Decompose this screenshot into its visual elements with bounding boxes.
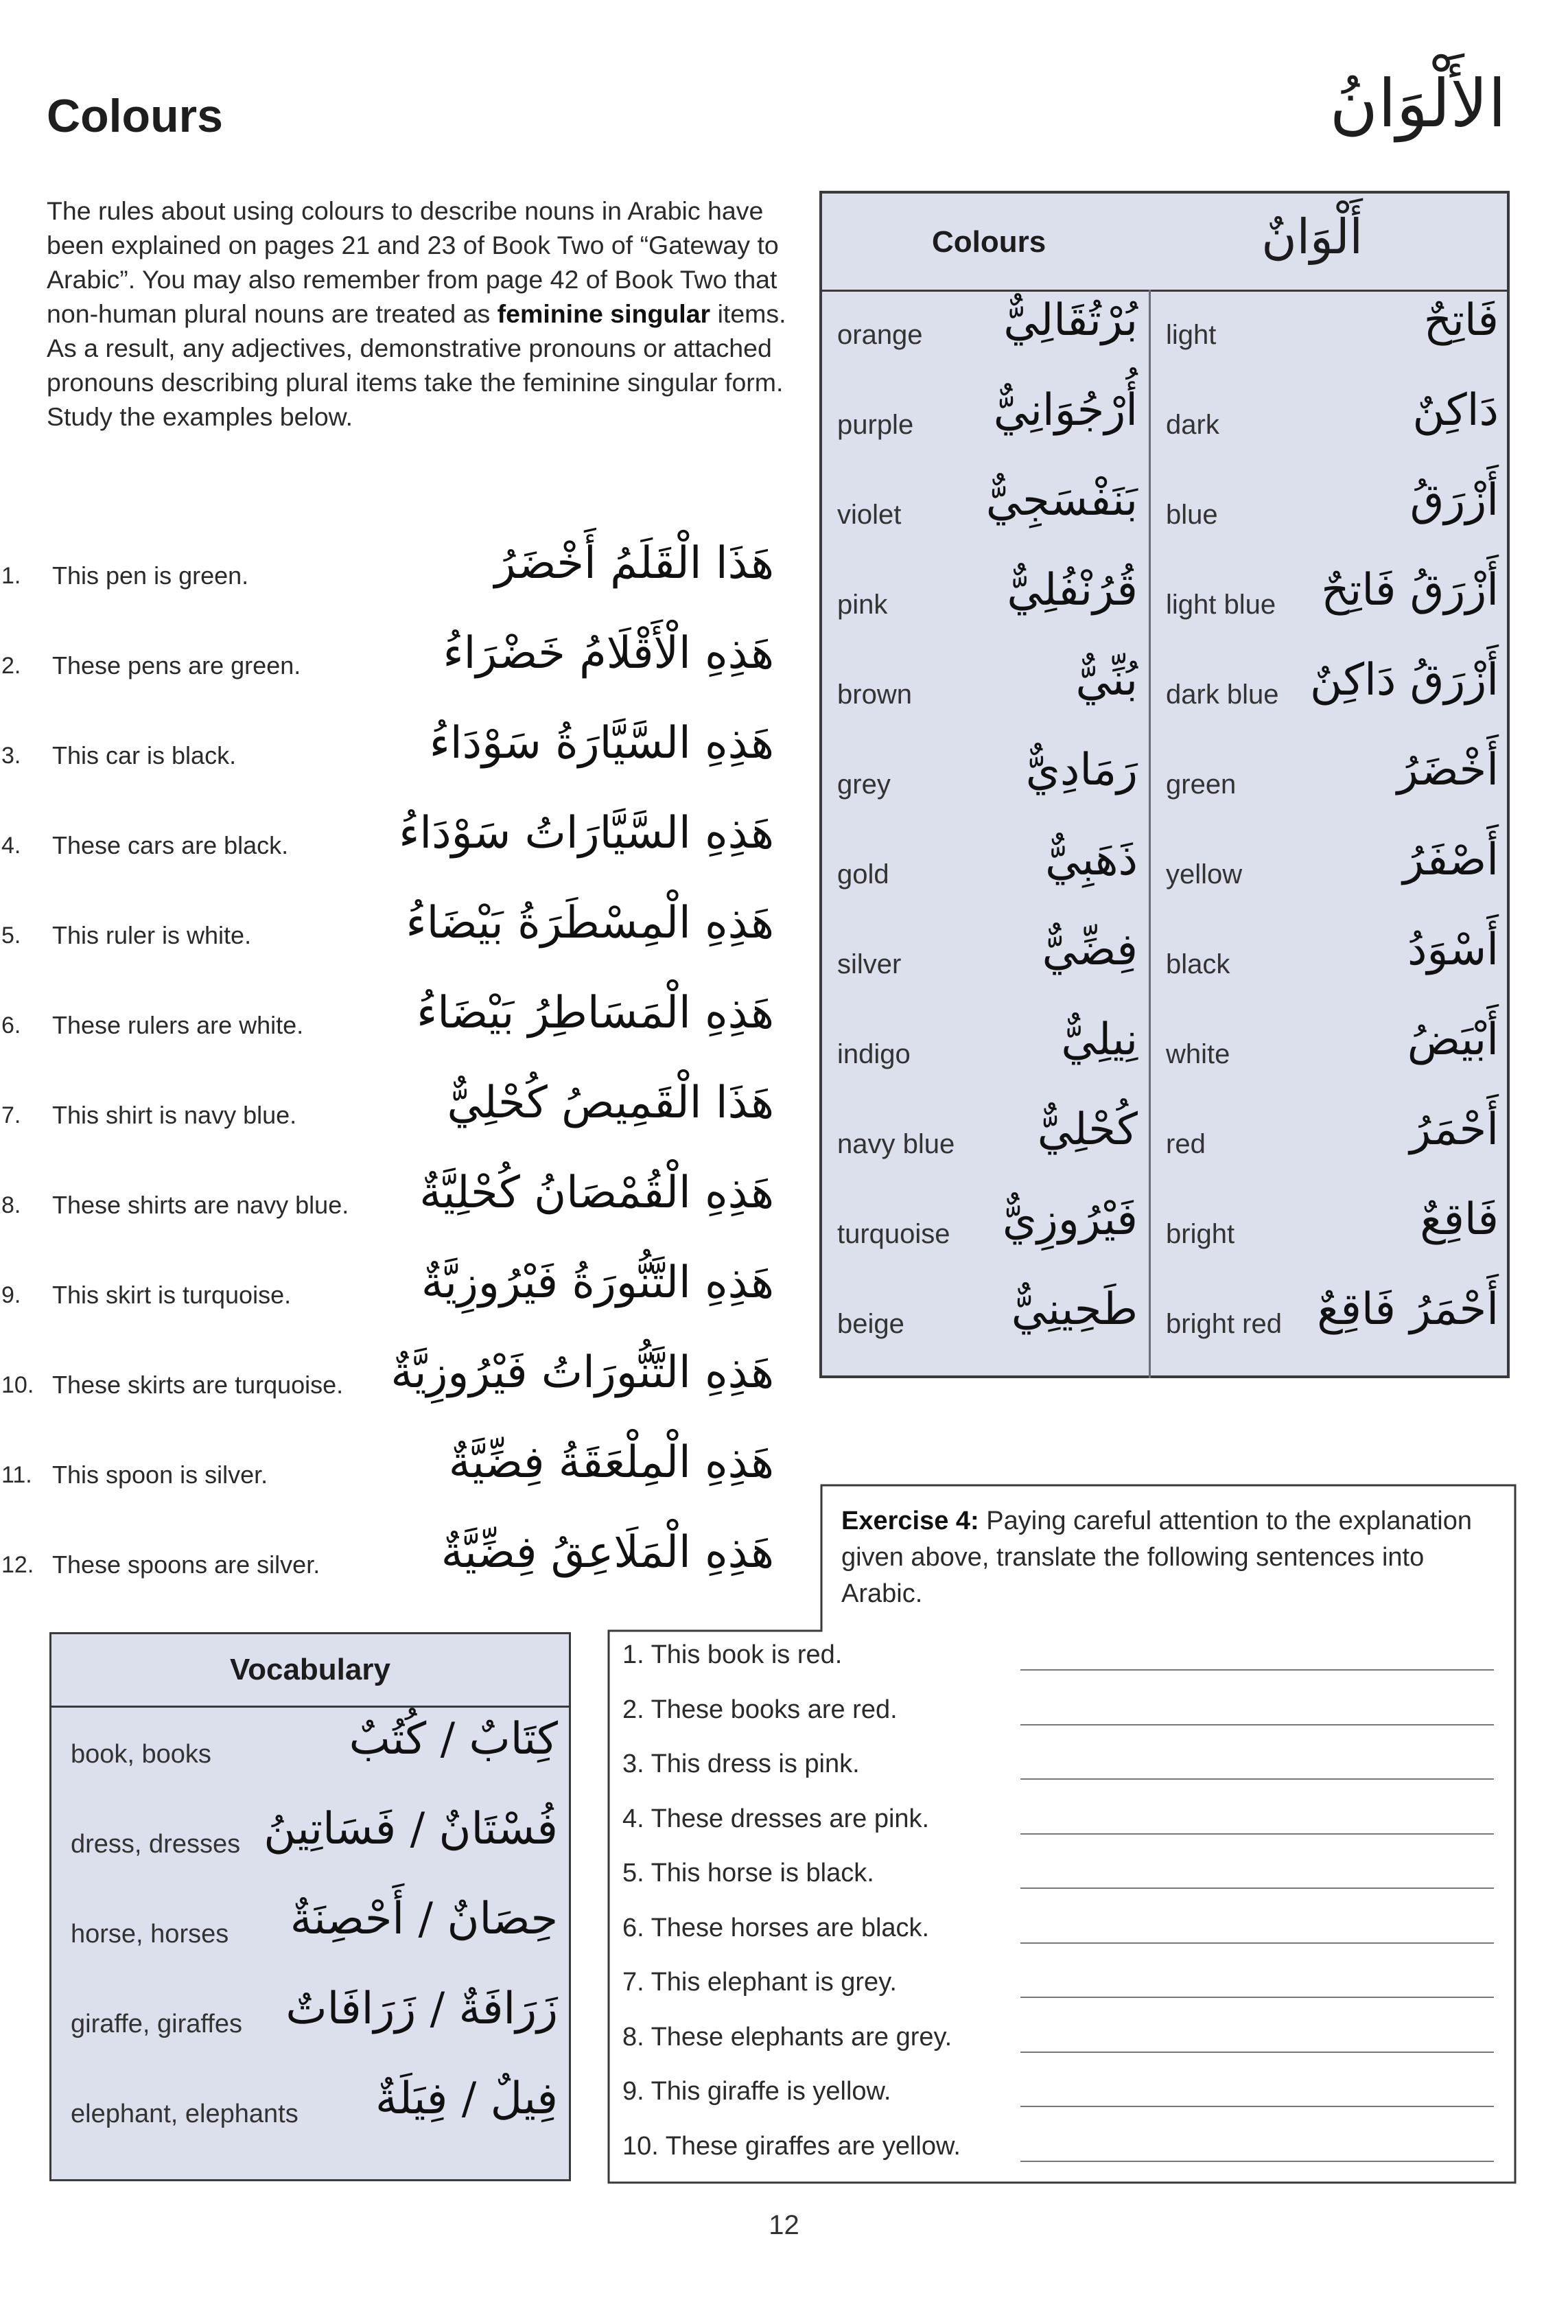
exercise-question xyxy=(622,2132,1494,2187)
vocabulary-english: giraffe, giraffes xyxy=(71,2010,242,2038)
intro-paragraph xyxy=(47,194,788,434)
colour-arabic: أَسْوَدُ xyxy=(1407,925,1499,975)
colour-english: indigo xyxy=(837,1039,911,1069)
example-number: 2. xyxy=(1,653,21,679)
colour-entry xyxy=(1151,290,1510,380)
colour-entry xyxy=(822,1189,1149,1279)
colour-entry xyxy=(822,380,1149,469)
question-text: 3. This dress is pink. xyxy=(622,1750,863,1779)
colour-arabic: طَحِينِيٌّ xyxy=(1011,1284,1138,1335)
colour-english: bright red xyxy=(1166,1309,1282,1339)
vocabulary-arabic: فِيلٌ / فِيَلَةٌ xyxy=(375,2073,558,2124)
answer-line[interactable] xyxy=(1020,1778,1494,1780)
colour-english: orange xyxy=(837,320,923,350)
example-arabic: هَذِهِ الْمِسْطَرَةُ بَيْضَاءُ xyxy=(406,898,774,949)
colour-english: bright xyxy=(1166,1219,1235,1249)
example-english: These spoons are silver. xyxy=(52,1550,320,1579)
exercise-question xyxy=(622,1914,1494,1968)
example-number: 9. xyxy=(1,1282,21,1308)
colour-entry xyxy=(822,649,1149,739)
colour-arabic: أَخْضَرُ xyxy=(1396,745,1499,795)
colour-arabic: ذَهَبِيٌّ xyxy=(1045,835,1138,885)
intro-text-end: items. As a result, any adjectives, demonstrative pronouns or attached pronouns describing plural items take the feminine singular form. Study the examples below. xyxy=(47,299,786,431)
colour-arabic: فِضِّيٌّ xyxy=(1042,925,1138,975)
colour-arabic: كُحْلِيٌّ xyxy=(1037,1104,1138,1155)
colour-english: blue xyxy=(1166,500,1218,530)
page-number: 12 xyxy=(769,2210,799,2240)
example-number: 4. xyxy=(1,833,21,859)
example-arabic: هَذِهِ التَّنُّورَةُ فَيْرُوزِيَّةٌ xyxy=(421,1257,774,1308)
colour-entry xyxy=(1151,559,1510,649)
example-row xyxy=(0,535,789,625)
colour-entry xyxy=(1151,1009,1510,1099)
colour-entry xyxy=(1151,1279,1510,1369)
colours-header-english: Colours xyxy=(932,225,1046,259)
example-row xyxy=(0,1255,789,1345)
exercise-question xyxy=(622,1695,1494,1750)
answer-line[interactable] xyxy=(1020,1942,1494,1944)
colour-entry xyxy=(1151,739,1510,829)
answer-line[interactable] xyxy=(1020,1887,1494,1889)
question-text: 10. These giraffes are yellow. xyxy=(622,2132,963,2161)
colour-english: black xyxy=(1166,949,1230,979)
vocabulary-item xyxy=(51,2069,569,2159)
example-arabic: هَذِهِ السَّيَّارَاتُ سَوْدَاءُ xyxy=(399,808,774,859)
colour-english: grey xyxy=(837,769,891,800)
colour-entry xyxy=(1151,649,1510,739)
colour-entry xyxy=(1151,380,1510,469)
colour-arabic: أَحْمَرُ xyxy=(1409,1104,1499,1155)
colour-arabic: نِيلِيٌّ xyxy=(1061,1014,1138,1065)
colour-arabic: فَيْرُوزِيٌّ xyxy=(1002,1194,1138,1245)
example-row xyxy=(0,625,789,715)
colour-entry xyxy=(1151,829,1510,919)
example-english: This pen is green. xyxy=(52,561,249,590)
answer-line[interactable] xyxy=(1020,1724,1494,1725)
colour-entry xyxy=(1151,919,1510,1009)
example-english: These rulers are white. xyxy=(52,1011,304,1039)
example-arabic: هَذَا الْقَلَمُ أَخْضَرُ xyxy=(494,538,774,589)
colour-english: red xyxy=(1166,1129,1206,1159)
exercise-instruction-text: Paying careful attention to the explanation given above, translate the following sentences into Arabic. xyxy=(841,1507,1472,1608)
exercise-instructions xyxy=(841,1503,1473,1612)
colour-english: dark blue xyxy=(1166,679,1279,710)
example-row xyxy=(0,1345,789,1434)
example-arabic: هَذِهِ الْأَقْلَامُ خَضْرَاءُ xyxy=(443,628,774,679)
exercise-question xyxy=(622,1640,1494,1695)
example-row xyxy=(0,895,789,985)
exercise-question xyxy=(622,2077,1494,2132)
example-english: This car is black. xyxy=(52,741,237,769)
exercise-question xyxy=(622,1750,1494,1804)
example-number: 6. xyxy=(1,1012,21,1038)
exercise-question xyxy=(622,2023,1494,2078)
intro-text-start: The rules about using colours to describe nouns in Arabic have been explained on pages 21 and 23 of Book Two of “Gateway to Arabic”. You may also remember from page 42 of Book Two that non-human plural nouns are treated as xyxy=(47,196,779,328)
example-number: 1. xyxy=(1,563,21,589)
example-arabic: هَذَا الْقَمِيصُ كُحْلِيٌّ xyxy=(447,1078,774,1128)
example-number: 8. xyxy=(1,1192,21,1218)
example-arabic: هَذِهِ الْمَلَاعِقُ فِضِّيَّةٌ xyxy=(441,1527,774,1578)
vocabulary-item xyxy=(51,1890,569,1979)
colours-header-arabic: أَلْوَانٌ xyxy=(1261,209,1363,265)
colour-english: light xyxy=(1166,320,1217,350)
example-arabic: هَذِهِ الْمِلْعَقَةُ فِضِّيَّةٌ xyxy=(448,1437,774,1488)
colour-arabic: أَصْفَرُ xyxy=(1403,835,1499,885)
question-text: 1. This book is red. xyxy=(622,1640,845,1670)
colour-entry xyxy=(822,919,1149,1009)
vocabulary-box xyxy=(49,1632,571,2181)
vocabulary-english: horse, horses xyxy=(71,1920,229,1949)
vocabulary-english: elephant, elephants xyxy=(71,2100,299,2128)
example-number: 11. xyxy=(1,1462,32,1488)
example-english: These pens are green. xyxy=(52,651,301,679)
intro-text-bold: feminine singular xyxy=(497,299,711,328)
colour-entry xyxy=(1151,1099,1510,1189)
colours-table-header xyxy=(822,194,1507,292)
exercise-question xyxy=(622,1968,1494,2023)
colour-entry xyxy=(1151,469,1510,559)
example-english: This shirt is navy blue. xyxy=(52,1101,297,1129)
colour-english: pink xyxy=(837,590,888,620)
colour-entry xyxy=(822,559,1149,649)
vocabulary-arabic: حِصَانٌ / أَحْصِنَةٌ xyxy=(290,1894,558,1944)
example-number: 12. xyxy=(1,1552,34,1578)
colour-english: silver xyxy=(837,949,902,979)
answer-line[interactable] xyxy=(1020,1997,1494,1998)
colour-arabic: قُرُنْفُلِيٌّ xyxy=(1007,565,1138,616)
colour-english: dark xyxy=(1166,410,1219,440)
colour-english: gold xyxy=(837,859,889,890)
vocabulary-arabic: كِتَابٌ / كُتُبٌ xyxy=(349,1714,558,1765)
answer-line[interactable] xyxy=(1020,2106,1494,2107)
colour-entry xyxy=(822,1009,1149,1099)
answer-line[interactable] xyxy=(1020,2052,1494,2053)
colour-english: navy blue xyxy=(837,1129,955,1159)
example-english: This skirt is turquoise. xyxy=(52,1281,292,1309)
colour-arabic: أَزْرَقُ فَاتِحٌ xyxy=(1321,565,1499,616)
colour-entry xyxy=(822,1279,1149,1369)
example-number: 3. xyxy=(1,743,21,769)
colour-entry xyxy=(822,469,1149,559)
colour-arabic: بَنَفْسَجِيٌّ xyxy=(985,475,1138,526)
colour-arabic: دَاكِنٌ xyxy=(1412,385,1499,436)
example-english: These skirts are turquoise. xyxy=(52,1371,344,1399)
example-row xyxy=(0,985,789,1075)
colour-english: brown xyxy=(837,679,912,710)
question-text: 5. This horse is black. xyxy=(622,1859,877,1888)
colour-arabic: فَاتِحٌ xyxy=(1423,295,1499,346)
colour-arabic: أُرْجُوَانِيٌّ xyxy=(993,385,1138,436)
question-text: 7. This elephant is grey. xyxy=(622,1968,900,1997)
vocabulary-item xyxy=(51,1800,569,1890)
example-number: 5. xyxy=(1,922,21,949)
exercise-label: Exercise 4: xyxy=(841,1507,979,1535)
vocabulary-item xyxy=(51,1710,569,1800)
colour-entry xyxy=(822,1099,1149,1189)
example-number: 7. xyxy=(1,1102,21,1128)
page-title-arabic: الأَلْوَانُ xyxy=(1329,65,1506,142)
colour-entry xyxy=(822,290,1149,380)
vocabulary-header: Vocabulary xyxy=(51,1634,569,1708)
colour-entry xyxy=(822,829,1149,919)
example-row xyxy=(0,715,789,805)
colour-english: yellow xyxy=(1166,859,1243,890)
colour-english: violet xyxy=(837,500,902,530)
colour-arabic: أَزْرَقُ xyxy=(1409,475,1499,526)
colour-english: green xyxy=(1166,769,1237,800)
colour-english: turquoise xyxy=(837,1219,950,1249)
question-text: 6. These horses are black. xyxy=(622,1914,932,1943)
example-english: These shirts are navy blue. xyxy=(52,1191,349,1219)
question-text: 8. These elephants are grey. xyxy=(622,2023,955,2052)
colour-english: beige xyxy=(837,1309,904,1339)
answer-line[interactable] xyxy=(1020,1669,1494,1671)
exercise-question xyxy=(622,1859,1494,1914)
colour-arabic: بُرْتُقَالِيٌّ xyxy=(1003,295,1138,346)
example-arabic: هَذِهِ التَّنُّورَاتُ فَيْرُوزِيَّةٌ xyxy=(390,1347,774,1398)
vocabulary-arabic: زَرَافَةٌ / زَرَافَاتٌ xyxy=(285,1984,558,2034)
page-title: Colours xyxy=(47,90,223,142)
colour-english: white xyxy=(1166,1039,1230,1069)
example-english: This ruler is white. xyxy=(52,921,252,949)
colour-entry xyxy=(1151,1189,1510,1279)
vocabulary-item xyxy=(51,1979,569,2069)
example-arabic: هَذِهِ الْمَسَاطِرُ بَيْضَاءُ xyxy=(417,988,774,1038)
example-english: This spoon is silver. xyxy=(52,1461,268,1489)
colour-arabic: بُنِّيٌّ xyxy=(1075,655,1138,706)
question-text: 9. This giraffe is yellow. xyxy=(622,2077,893,2106)
colour-arabic: فَاقِعٌ xyxy=(1420,1194,1499,1245)
colour-arabic: أَزْرَقُ دَاكِنٌ xyxy=(1309,655,1499,706)
colour-arabic: أَبْيَضُ xyxy=(1407,1014,1499,1065)
colour-english: purple xyxy=(837,410,914,440)
colour-english: light blue xyxy=(1166,590,1276,620)
example-arabic: هَذِهِ الْقُمْصَانُ كُحْلِيَّةٌ xyxy=(419,1167,774,1218)
example-row xyxy=(0,1165,789,1255)
exercise-question xyxy=(622,1804,1494,1859)
example-english: These cars are black. xyxy=(52,831,289,859)
question-text: 2. These books are red. xyxy=(622,1695,900,1725)
vocabulary-english: book, books xyxy=(71,1740,211,1769)
vocabulary-english: dress, dresses xyxy=(71,1830,241,1859)
colour-entry xyxy=(822,739,1149,829)
question-text: 4. These dresses are pink. xyxy=(622,1804,932,1834)
colour-arabic: رَمَادِيٌّ xyxy=(1025,745,1138,795)
colours-table xyxy=(819,191,1510,1378)
answer-line[interactable] xyxy=(1020,1833,1494,1835)
example-arabic: هَذِهِ السَّيَّارَةُ سَوْدَاءُ xyxy=(429,718,774,769)
example-number: 10. xyxy=(1,1372,34,1398)
example-row xyxy=(0,1075,789,1165)
vocabulary-arabic: فُسْتَانٌ / فَسَاتِينُ xyxy=(264,1804,558,1855)
answer-line[interactable] xyxy=(1020,2161,1494,2162)
example-row xyxy=(0,805,789,895)
colour-arabic: أَحْمَرُ فَاقِعٌ xyxy=(1317,1284,1499,1335)
